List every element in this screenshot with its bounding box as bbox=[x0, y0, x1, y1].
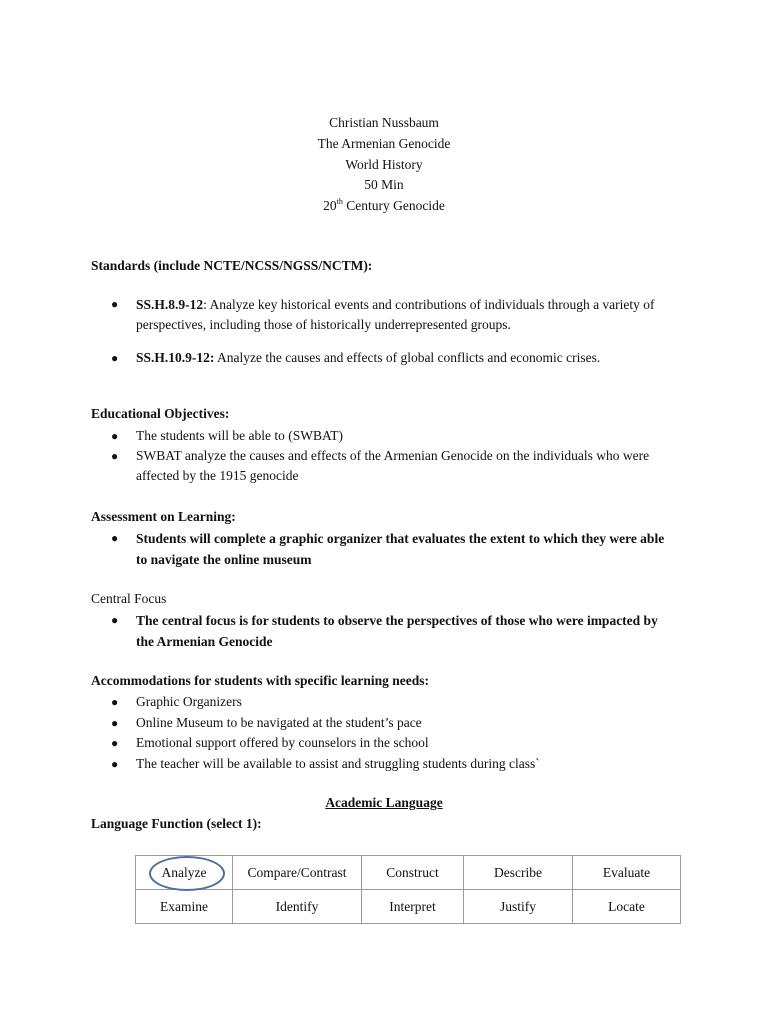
bullet-icon: ● bbox=[111, 449, 119, 463]
course-name: World History bbox=[345, 156, 423, 172]
bullet-icon: ● bbox=[111, 297, 119, 311]
lesson-duration: 50 Min bbox=[364, 177, 404, 193]
objective-item bbox=[0, 426, 676, 446]
table-cell[interactable]: Interpret bbox=[362, 890, 464, 924]
document-header bbox=[0, 113, 768, 217]
unit-prefix: 20 bbox=[323, 198, 337, 214]
objectives-list bbox=[0, 426, 768, 486]
accommodation-item bbox=[0, 713, 676, 734]
standard-item bbox=[0, 348, 676, 368]
table-cell[interactable]: Compare/Contrast bbox=[233, 856, 362, 890]
bullet-icon: ● bbox=[111, 715, 119, 730]
accommodation-item bbox=[0, 692, 676, 713]
focus-text: The central focus is for students to observe the perspectives of those who were impacted by the Armenian Genocide bbox=[136, 613, 658, 649]
accommodation-text: Graphic Organizers bbox=[136, 694, 242, 709]
table-row bbox=[136, 890, 681, 924]
objective-text: The students will be able to (SWBAT) bbox=[136, 428, 343, 443]
standard-item bbox=[0, 295, 676, 334]
accommodation-text: The teacher will be available to assist and struggling students during class` bbox=[136, 756, 540, 772]
table-cell[interactable]: Describe bbox=[464, 856, 573, 890]
accommodation-item bbox=[0, 733, 676, 754]
standard-text: Analyze the causes and effects of global conflicts and economic crises. bbox=[214, 350, 601, 365]
unit-name bbox=[0, 196, 768, 217]
table-cell-selected[interactable]: Analyze bbox=[136, 856, 233, 890]
objectives-heading: Educational Objectives: bbox=[91, 406, 230, 421]
unit-suffix: Century Genocide bbox=[342, 198, 445, 214]
bullet-icon: ● bbox=[111, 736, 119, 751]
assessment-text: Students will complete a graphic organizer that evaluates the extent to which they were able to navigate the online museum bbox=[136, 531, 665, 567]
assessment-item bbox=[0, 528, 676, 570]
table-cell[interactable]: Locate bbox=[573, 890, 681, 924]
accommodations-list bbox=[0, 692, 768, 775]
standards-heading: Standards (include NCTE/NCSS/NGSS/NCTM): bbox=[91, 258, 373, 273]
objective-text: SWBAT analyze the causes and effects of the Armenian Genocide on the individuals who were affected by the 1915 genocide bbox=[136, 448, 650, 483]
focus-list bbox=[0, 610, 768, 652]
unit-superscript: th bbox=[336, 196, 343, 206]
language-function-heading: Language Function (select 1): bbox=[91, 816, 262, 831]
table-cell[interactable]: Examine bbox=[136, 890, 233, 924]
focus-heading: Central Focus bbox=[91, 591, 167, 606]
accommodation-text: Online Museum to be navigated at the student’s pace bbox=[136, 714, 422, 730]
accommodation-text: Emotional support offered by counselors in the school bbox=[136, 735, 429, 751]
selection-circle bbox=[149, 856, 225, 891]
standard-text: : Analyze key historical events and contributions of individuals through a variety of perspectives, including those of historically underrepresented groups. bbox=[136, 297, 655, 332]
assessment-list bbox=[0, 528, 768, 570]
bullet-icon: ● bbox=[111, 351, 119, 365]
accommodations-heading: Accommodations for students with specific learning needs: bbox=[91, 673, 429, 688]
table-cell[interactable]: Justify bbox=[464, 890, 573, 924]
lesson-title: The Armenian Genocide bbox=[317, 135, 451, 151]
objective-item bbox=[0, 446, 676, 486]
bullet-icon: ● bbox=[111, 695, 119, 709]
assessment-heading: Assessment on Learning: bbox=[91, 509, 236, 524]
table-cell[interactable]: Construct bbox=[362, 856, 464, 890]
focus-item bbox=[0, 610, 676, 652]
bullet-icon: ● bbox=[111, 531, 119, 545]
standard-code: SS.H.10.9-12: bbox=[136, 350, 215, 365]
standards-list bbox=[0, 295, 768, 368]
standard-code: SS.H.8.9-12 bbox=[136, 297, 204, 312]
table-cell[interactable]: Identify bbox=[233, 890, 362, 924]
accommodation-item bbox=[0, 754, 676, 775]
author-name: Christian Nussbaum bbox=[329, 115, 439, 130]
bullet-icon: ● bbox=[111, 429, 119, 443]
bullet-icon: ● bbox=[111, 613, 119, 627]
bullet-icon: ● bbox=[111, 757, 119, 772]
academic-language-title: Academic Language bbox=[325, 795, 443, 810]
table-cell[interactable]: Evaluate bbox=[573, 856, 681, 890]
